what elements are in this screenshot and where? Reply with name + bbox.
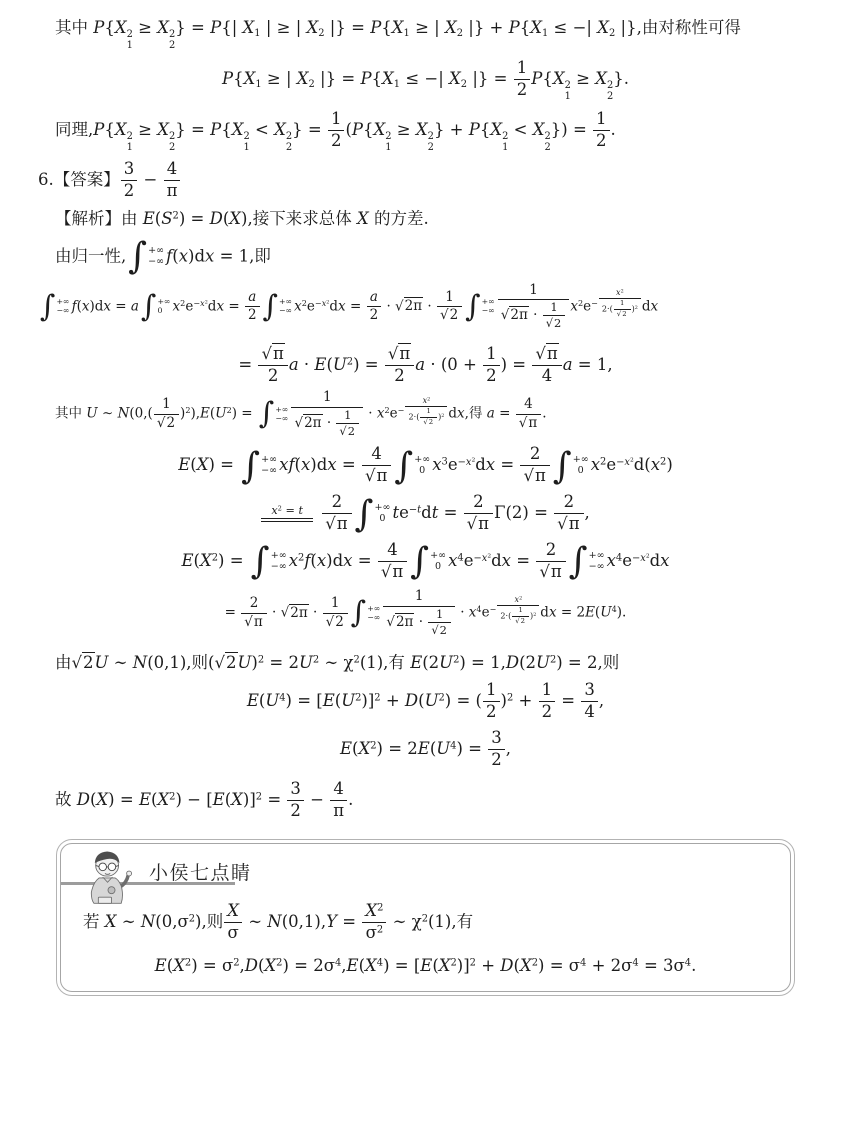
formula-line: $E(X^2) = 2E(U^4)$ = $\frac{3}{2}$ , <box>340 728 511 770</box>
formula-line: 由归一性, ∫ +∞ −∞ f(x)dx = 1,即 <box>55 234 271 278</box>
formula-line: 若 X ∼ $N(0,\sigma^2)$,则 $\frac{X}{\sigma}$ ∼ N(0,1),Y = $\frac{X^2}{\sigma^2}$ ∼ $\chi^2(1)$,有 <box>83 901 474 943</box>
tip-header <box>79 850 772 900</box>
formula-line: E(X) = ∫ +∞ −∞ xf(x)dx = $\frac{4}{√\pi}$ ∫ +∞ 0 $x^3e^{-x^2}dx$ = $\frac{2}{√\pi}$ ∫ +∞ 0 $x^2e^{-x^2}d(x^2)$ <box>178 443 673 487</box>
tip-box <box>56 839 795 996</box>
formula-line: 6.【答案】 $\frac{3}{2}$ − $\frac{4}{\pi}$ <box>0 160 851 201</box>
solution-document <box>0 17 851 821</box>
formula-line: 其中 P{X 2 1 ≥ X 2 2 } = P{| $X_1$ | ≥ | $X_2$ |} = $P\{X_1$ ≥ | $X_2$ |} + $P\{X_1$ ≤ −| $X_2$ |},由对称性可得 <box>55 18 741 52</box>
formula-line: = $\frac{√\pi}{2}$ $a \cdot E(U^2)$ = $\frac{√\pi}{2}$ a · (0 + $\frac{1}{2}$ ) = $\frac{√\pi}{4}$ a = 1, <box>238 344 613 386</box>
tip-content <box>79 902 772 977</box>
formula-line: 【解析】由 $E(S^2) = D(X)$,接下来求总体 X 的方差. <box>55 209 429 229</box>
tip-title: 小侯七点睛 <box>149 862 252 885</box>
formula-line: 其中 U ∼ N(0,( $\frac{1}{√2}$ )$^2),E(U^2)$ = ∫ +∞ −∞ 1 √2π · $\frac{1}{√2}$ · $x^2e^{- x^2 2\cdot( \frac{1}{√2} )^2}$ dx,得 a = $\frac{4}{√\pi}$ . <box>55 389 547 439</box>
formula-line: $E(X^2)$ = ∫ +∞ −∞ $x^2f(x)dx$ = $\frac{4}{√\pi}$ ∫ +∞ 0 $x^4e^{-x^2}dx$ = $\frac{2}{√\pi}$ ∫ +∞ −∞ $x^4e^{-x^2}dx$ <box>181 539 670 583</box>
formula-line: 故 $D(X) = E(X^2) - [E(X)]^2$ = $\frac{3}{2}$ − $\frac{4}{\pi}$ . <box>55 779 354 821</box>
tip-box-inner <box>60 843 791 992</box>
formula-line: $E(X^2) = \sigma^2,D(X^2) = 2\sigma^4,E(X^4) = [E(X^2)]^2 + D(X^2) = \sigma^4 + 2\sigma^4 = 3\sigma^4$. <box>154 956 697 975</box>
formula-line: $x^2 = t$ $\frac{2}{√\pi}$ ∫ +∞ 0 $te^{-t}dt$ = $\frac{2}{√\pi}$ Γ(2) = $\frac{2}{√\pi}$ , <box>0 493 851 534</box>
formula-line: = $\frac{2}{√\pi}$ · √2π · $\frac{1}{√2}$ ∫ +∞ −∞ 1 √2π · $\frac{1}{√2}$ · $x^4e^{- x^2 2\cdot( \frac{1}{√2} )^2}$ dx = $2E(U^4)$. <box>224 588 627 637</box>
formula-line: $E(U^4) = [E(U^2)]^2 + D(U^2)$ = ( $\frac{1}{2}$ )$^2$ + $\frac{1}{2}$ = $\frac{3}{4}$ , <box>246 680 605 722</box>
formula-line: $P\{X_1$ ≥ | $X_2$ |} = $P\{X_1$ ≤ −| $X_2$ |} = $\frac{1}{2}$ P{X 2 1 ≥ X 2 2 }. <box>221 57 629 102</box>
formula-line: 同理,P{X 2 1 ≥ X 2 2 } = P{X 2 1 < X 2 2 } = $\frac{1}{2}$ (P{X 2 1 ≥ X 2 2 } + P{X 2 1 < X 2 2 }) = $\frac{1}{2}$ . <box>55 108 616 153</box>
formula-line: 由√2U ∼ N(0,1),则$(√2U)^2 = 2U^2$ ∼ $\chi^2(1)$,有 $E(2U^2) = 1,D(2U^2) = 2$,则 <box>55 652 620 672</box>
mascot-avatar <box>81 848 135 906</box>
formula-line: ∫ +∞ −∞ f(x)dx = a ∫ +∞ 0 $x^2e^{-x^2}dx$ = $\frac{a}{2}$ ∫ +∞ −∞ $x^2e^{-x^2}dx$ = $\frac{a}{2}$ · √2π · $\frac{1}{√2}$ ∫ +∞ −∞ 1 √2π · $\frac{1}{√2}$ $x^2e^{- x^2 2\cdot( \frac{1}{√2} )^2}$ dx <box>40 281 659 331</box>
